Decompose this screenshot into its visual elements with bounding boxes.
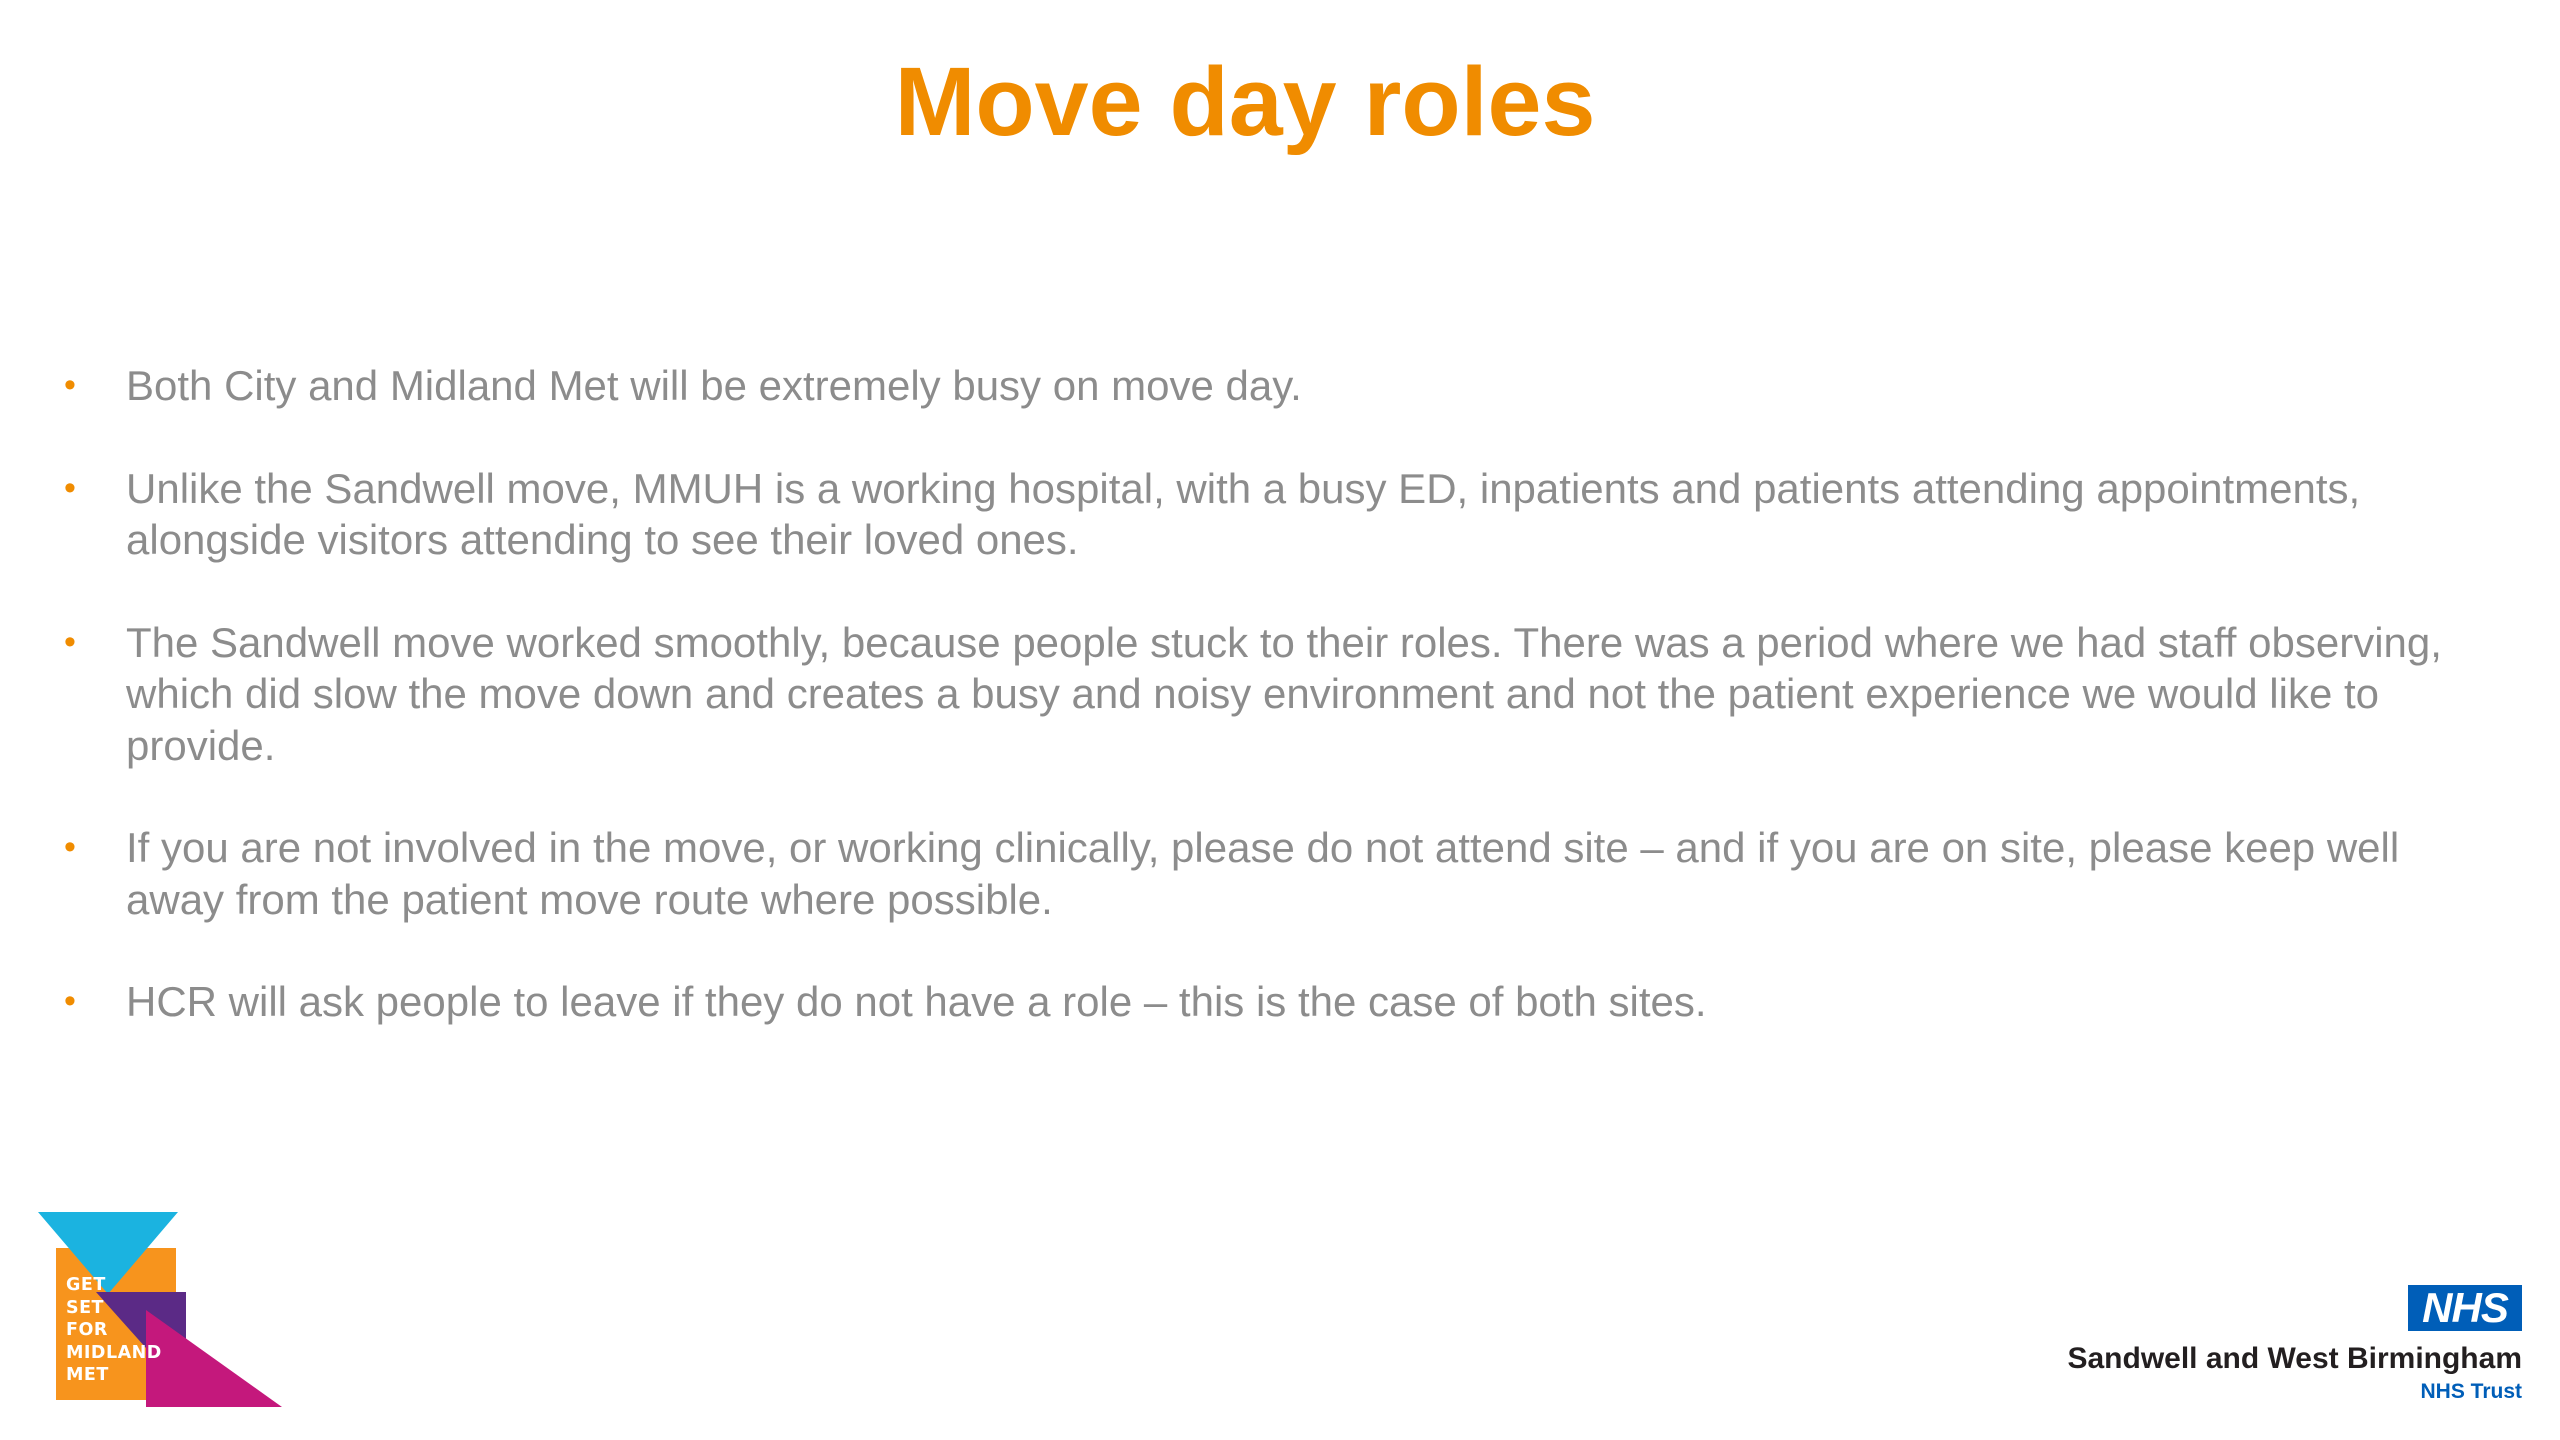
nhs-badge: NHS: [2408, 1285, 2522, 1331]
nhs-trust-label: NHS Trust: [2420, 1380, 2522, 1403]
bullet-item: [64, 463, 2504, 566]
bullet-marker: •: [64, 468, 76, 507]
bullet-item: [64, 617, 2504, 772]
nhs-trust-logo: [2002, 1285, 2522, 1405]
bullet-item: [64, 822, 2504, 925]
bullet-marker: •: [64, 366, 76, 404]
logo-text-line: SET: [66, 1297, 104, 1318]
bullet-text: HCR will ask people to leave if they do not have a role – this is the case of both sites.: [126, 978, 1707, 1025]
bullet-list: [64, 360, 2504, 1079]
logo-text-line: FOR: [66, 1320, 108, 1340]
bullet-marker: •: [64, 828, 76, 866]
logo-text-line: GET: [66, 1275, 106, 1295]
bullet-text: If you are not involved in the move, or working clinically, please do not attend site – and if you are on site, please keep well away from the patient move route where possible.: [126, 824, 2400, 923]
bullet-item: [64, 360, 2504, 412]
nhs-organisation-name: Sandwell and West Birmingham: [2067, 1342, 2522, 1375]
bullet-text: The Sandwell move worked smoothly, because people stuck to their roles. There was a period where we had staff observing, which did slow the move down and creates a busy and noisy environment and not the patient experience we would like to provide.: [126, 618, 2442, 769]
slide-title: Move day roles: [894, 47, 1596, 156]
bullet-marker: •: [64, 982, 76, 1020]
logo-text-line: MIDLAND: [66, 1342, 162, 1363]
bullet-text: Unlike the Sandwell move, MMUH is a working hospital, with a busy ED, inpatients and patients attending appointments, alongside visitors attending to see their loved ones.: [126, 464, 2361, 563]
bullet-marker: •: [64, 622, 76, 661]
bullet-item: [64, 976, 2504, 1028]
get-set-logo-text: [66, 1274, 186, 1387]
bullet-text: Both City and Midland Met will be extremely busy on move day.: [126, 362, 1302, 409]
logo-text-line: MET: [66, 1365, 109, 1385]
